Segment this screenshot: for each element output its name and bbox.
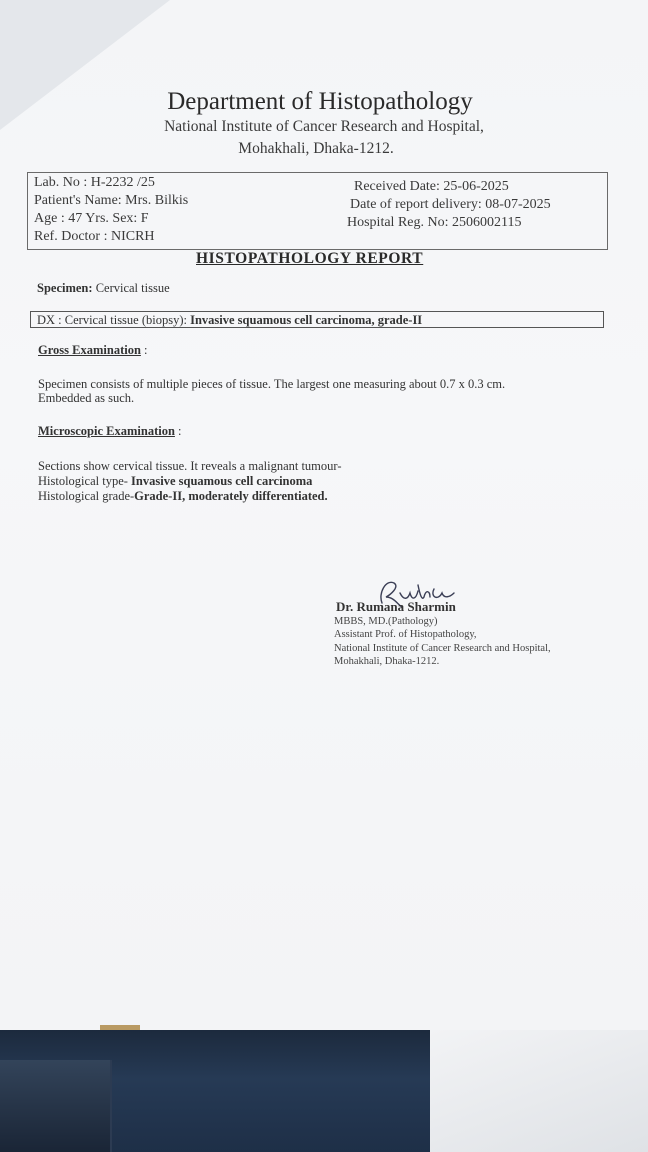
dx-label: DX : Cervical tissue (biopsy): xyxy=(37,313,191,327)
hospital-reg: Hospital Reg. No: 2506002115 xyxy=(347,215,522,230)
signatory-title: Assistant Prof. of Histopathology, xyxy=(334,629,477,640)
histological-type-label: Histological type- xyxy=(38,474,132,488)
signatory-institute: National Institute of Cancer Research and Hospital, xyxy=(334,643,551,654)
institute-address: Mohakhali, Dhaka-1212. xyxy=(238,140,394,157)
specimen-label: Specimen: xyxy=(37,281,93,295)
microscopic-line-2 xyxy=(38,474,312,489)
microscopic-heading: Microscopic Examination xyxy=(38,424,175,438)
gross-heading-line xyxy=(38,343,148,358)
histological-grade-value: Grade-II, moderately differentiated. xyxy=(134,489,328,503)
gross-line-2: Embedded as such. xyxy=(38,391,135,405)
department-title: Department of Histopathology xyxy=(167,88,473,115)
patient-name: Patient's Name: Mrs. Bilkis xyxy=(34,193,189,208)
specimen-value: Cervical tissue xyxy=(92,281,170,295)
institute-name: National Institute of Cancer Research and Hospital, xyxy=(164,118,484,135)
lab-number: Lab. No : H-2232 /25 xyxy=(34,175,155,190)
gross-heading: Gross Examination xyxy=(38,343,141,357)
report-title: HISTOPATHOLOGY REPORT xyxy=(196,250,424,267)
microscopic-line-3 xyxy=(38,489,328,504)
denim-seam xyxy=(0,1060,112,1152)
microscopic-line-1: Sections show cervical tissue. It reveals a malignant tumour- xyxy=(38,459,342,473)
specimen-line xyxy=(37,281,170,296)
age-sex: Age : 47 Yrs. Sex: F xyxy=(34,211,149,226)
microscopic-colon: : xyxy=(174,424,182,438)
patient-info-box xyxy=(27,172,608,250)
histological-grade-label: Histological grade- xyxy=(38,489,135,503)
second-paper-sheet xyxy=(430,1030,648,1152)
diagnosis-box xyxy=(30,311,604,328)
signatory-address: Mohakhali, Dhaka-1212. xyxy=(334,656,440,667)
histological-type-value: Invasive squamous cell carcinoma xyxy=(131,474,313,488)
received-date: Received Date: 25-06-2025 xyxy=(354,179,509,194)
signatory-name: Dr. Rumana Sharmin xyxy=(336,599,456,614)
ref-doctor: Ref. Doctor : NICRH xyxy=(34,229,155,244)
signatory-degree: MBBS, MD.(Pathology) xyxy=(334,616,438,627)
gross-colon: : xyxy=(140,343,148,357)
dx-value: Invasive squamous cell carcinoma, grade-II xyxy=(190,313,423,327)
delivery-date: Date of report delivery: 08-07-2025 xyxy=(350,197,551,212)
microscopic-heading-line xyxy=(38,424,182,439)
gross-line-1: Specimen consists of multiple pieces of tissue. The largest one measuring about 0.7 x 0.3 cm. xyxy=(38,377,506,391)
